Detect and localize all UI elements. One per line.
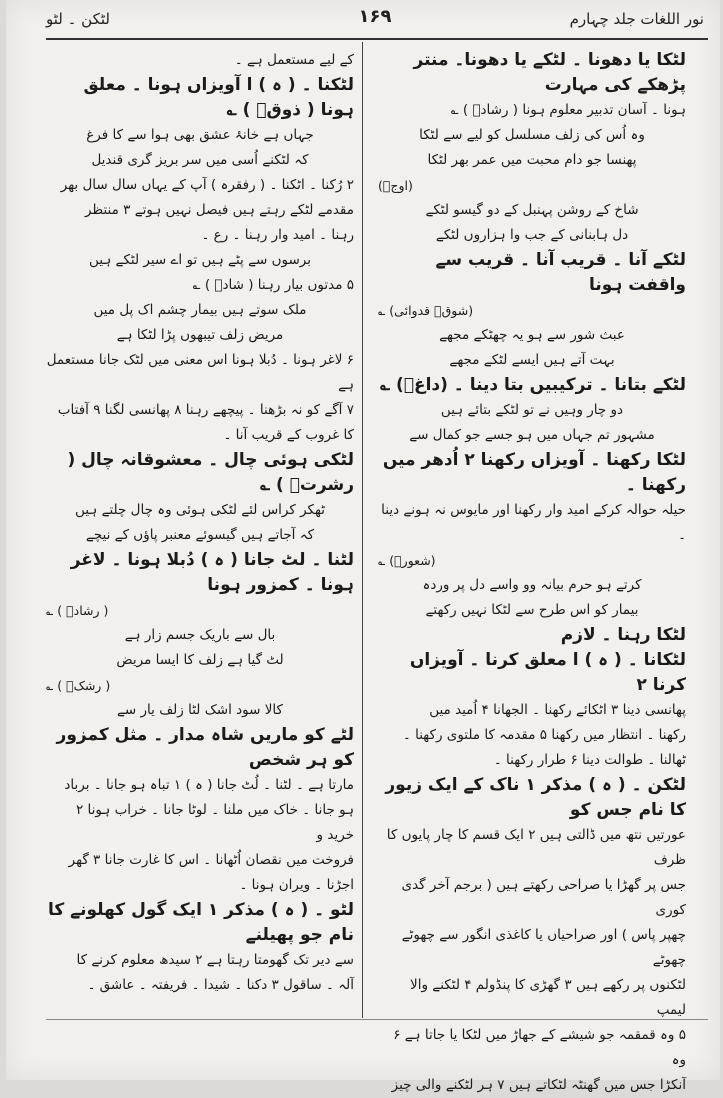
citation-line: (شعورؔ) ؎ bbox=[378, 553, 436, 568]
verse-line: مشہور تم جہاں میں ہو جسے جو کمال سے bbox=[409, 427, 655, 443]
definition-line: رہنا ۔ امید وار رہنا ۔ رع ۔ bbox=[201, 227, 354, 243]
book-title: نور اللغات جلد چہارم bbox=[569, 10, 704, 28]
verse-line: بیمار کو اس طرح سے لٹکا نہیں رکھتے bbox=[425, 602, 639, 618]
entry-headword-line: لٹکانا ۔ ( ہ ) ا معلق کرنا ۔ آویزاں کرنا ۲ bbox=[409, 650, 686, 695]
header-rule bbox=[46, 38, 708, 40]
entry-headword-line: لٹنا ۔ لٹ جانا ( ہ ) دُبلا ہونا ۔ لاغر ہونا ۔ کمزور ہونا bbox=[70, 550, 354, 595]
citation-line: (شوقؔ قدوائی) ؎ bbox=[378, 303, 474, 318]
column-divider bbox=[362, 42, 363, 1018]
verse-line: شاخ کے روشن پہنبل کے دو گیسو لٹکے bbox=[425, 202, 639, 218]
definition-line: کے لیے مستعمل ہے ۔ bbox=[234, 52, 354, 68]
entry-headword-line: لٹکے بتانا ۔ ترکیبیں بتا دینا ۔ (داغؔ) ؎ bbox=[380, 375, 686, 395]
page-number: ۱۶۹ bbox=[358, 6, 392, 27]
definition-line: ۲ رُکنا ۔ اٹکنا ۔ ( رفقرہ ) آپ کے یہاں سال سال بھر bbox=[60, 177, 354, 193]
verse-line: برسوں سے پٹے ہیں تو اے سیر لٹکے ہیں bbox=[89, 252, 311, 268]
definition-line: ۶ لاغر ہونا ۔ دُبلا ہونا اس معنی میں لٹک جانا مستعمل ہے bbox=[46, 352, 354, 393]
verse-line: جہاں ہے خانۂ عشق بھی ہوا سے کا فرغ bbox=[86, 127, 314, 143]
footer-rule bbox=[46, 1019, 708, 1020]
definition-line: عورتیں نتھ میں ڈالتی ہیں ۲ ایک قسم کا چار پایوں کا ظرف bbox=[386, 827, 686, 868]
entry-headword-line: لٹکے آنا ۔ قریب آنا ۔ قریب سے واقفت ہونا bbox=[435, 250, 686, 295]
entry-headword-line: لٹکنا ۔ ( ہ ) ا آویزاں ہونا ۔ معلق ہونا ( ذوقؔ ) ؎ bbox=[83, 75, 354, 120]
right-column bbox=[378, 48, 686, 1098]
definition-line: آنکڑا جس میں گھنٹہ لٹکاتے ہیں ۷ ہر لٹکنے والی چیز bbox=[391, 1077, 686, 1093]
definition-line: ۷ آگے کو نہ بڑھنا ۔ پیچھے رہنا ۸ پھانسی لگنا ۹ آفتاب bbox=[57, 402, 354, 418]
entry-headword-line: لٹکا رکھنا ۔ آویزاں رکھنا ۲ اُدھر میں رکھنا ۔ bbox=[382, 450, 686, 495]
dictionary-page bbox=[6, 0, 720, 1093]
verse-line: ٹھکر کراس لئے لٹکی ہوئی وہ چال چلتے ہیں bbox=[75, 502, 325, 518]
left-column bbox=[46, 48, 354, 998]
citation-line: ( رشادؔ ) ؎ bbox=[46, 603, 109, 618]
page-header bbox=[46, 6, 704, 34]
definition-line: کا غروب کے قریب آنا ۔ bbox=[223, 427, 354, 443]
definition-line: جس پر گھڑا یا صراحی رکھتے ہیں ( برجم آخر گدی کوری bbox=[401, 877, 686, 918]
definition-line: حیلہ حوالہ کرکے امید وار رکھنا اور مایوس نہ ہونے دینا ۔ bbox=[381, 502, 686, 543]
entry-headword-line: لٹکی ہوئی چال ۔ معشوقانہ چال ( رشرتؔ ) ؎ bbox=[67, 450, 354, 495]
verse-line: عبث شور سے ہو یہ چھٹکے مجھے bbox=[439, 327, 625, 343]
verse-line: دل ہابنانی کے جب وا ہزاروں لٹکے bbox=[435, 227, 629, 243]
definition-line: اجڑنا ۔ ویران ہونا ۔ bbox=[239, 877, 354, 893]
verse-line: کہ لٹکنے اُسی میں سر بریز گری قندیل bbox=[91, 152, 309, 168]
verse-line: دو چار وہیں نے تو لٹکے بتائے ہیں bbox=[440, 402, 624, 418]
entry-headword-line: لٹو ۔ ( ہ ) مذکر ۱ ایک گول کھلونے کا نام جو پھیلنے bbox=[47, 900, 354, 945]
entry-headword-line: لٹکا رہنا ۔ لازم bbox=[560, 625, 686, 645]
definition-line: لٹکنوں پر رکھے ہیں ۳ گھڑی کا پنڈولم ۴ لٹکنے والا لیمپ bbox=[410, 977, 686, 1018]
definition-line: فروخت میں نقصان اُٹھانا ۔ اس کا غارت جانا ۳ گھر bbox=[68, 852, 354, 868]
definition-line: سے دیر تک گھومتا رہتا ہے ۲ سیدھ معلوم کرنے کا bbox=[76, 952, 354, 968]
definition-line: مقدمے لٹکے رہتے ہیں فیصل نہیں ہوتے ۳ منتظر bbox=[84, 202, 354, 218]
definition-line: ٹھالنا ۔ طوالت دینا ۶ طرار رکھنا ۔ bbox=[493, 752, 686, 768]
definition-line: رکھنا ۔ انتظار میں رکھنا ۵ مقدمہ کا ملتوی رکھنا ۔ bbox=[402, 727, 686, 743]
definition-line: آلہ ۔ ساقول ۳ دکنا ۔ شیدا ۔ فریفتہ ۔ عاشق ۔ bbox=[87, 977, 354, 993]
definition-line: ہونا ۔ آسان تدبیر معلوم ہونا ( رشادؔ ) ؎ bbox=[450, 102, 686, 118]
citation-line: (اوجؔ) bbox=[378, 178, 413, 193]
verse-line: وہ اُس کی زلف مسلسل کو لیے سے لٹکا bbox=[419, 127, 645, 143]
definition-line: ۵ مدتوں بیار رہنا ( شادؔ ) ؎ bbox=[192, 277, 354, 293]
verse-line: پھنسا جو دام محبت میں عمر بھر لٹکا bbox=[427, 152, 637, 168]
verse-line: کہ آجاتے ہیں گیسوئے معنبر پاؤں کے نیچے bbox=[85, 527, 315, 543]
verse-line: کرتے ہو حرم بیانہ وو واسے دل پر وردہ bbox=[422, 577, 642, 593]
running-head: لٹکن ۔ لٹو bbox=[46, 10, 110, 28]
definition-line: ہو جانا ۔ خاک میں ملنا ۔ لوٹا جانا ۔ خراب ہونا ۲ خرید و bbox=[75, 802, 354, 843]
definition-line: ۵ وہ قمقمہ جو شیشے کے جھاڑ میں لٹکا یا جاتا ہے ۶ وہ bbox=[393, 1027, 686, 1068]
entry-headword-line: لٹکا یا دھونا ۔ لٹکے یا دھونا۔ منتر پڑھکے کی مہارت bbox=[413, 50, 686, 95]
verse-line: بال سے باریک جسم زار ہے bbox=[124, 627, 276, 643]
verse-line: بہت آتے ہیں ایسے لٹکے مجھے bbox=[449, 352, 615, 368]
entry-headword-line: لٹے کو ماریں شاہ مدار ۔ مثل کمزور کو ہر شخص bbox=[56, 725, 354, 770]
verse-line: لٹ گیا ہے زلف کا ایسا مریض bbox=[116, 652, 284, 668]
verse-line: کالا سود اشک لٹا زلف یار سے bbox=[117, 702, 283, 718]
citation-line: ( رشکؔ ) ؎ bbox=[46, 678, 111, 693]
definition-line: چھپر پاس ) اور صراحیاں یا کاغذی انگور سے چھوٹے چھوٹے bbox=[401, 927, 686, 968]
entry-headword-line: لٹکن ۔ ( ہ ) مذکر ۱ ناک کے ایک زیور کا نام جس کو bbox=[385, 775, 686, 820]
definition-line: پھانسی دینا ۳ اٹکائے رکھنا ۔ الجھانا ۴ اُمید میں bbox=[429, 702, 686, 718]
verse-line: ملک سوتے ہیں بیمار چشم اک پل میں bbox=[93, 302, 307, 318]
verse-line: مریض زلف تیبھوں پڑا لٹکا ہے bbox=[116, 327, 284, 343]
definition-line: مارتا ہے ۔ لٹنا ۔ لُٹ جانا ( ہ ) ۱ تباہ ہو جانا ۔ برباد bbox=[64, 777, 354, 793]
